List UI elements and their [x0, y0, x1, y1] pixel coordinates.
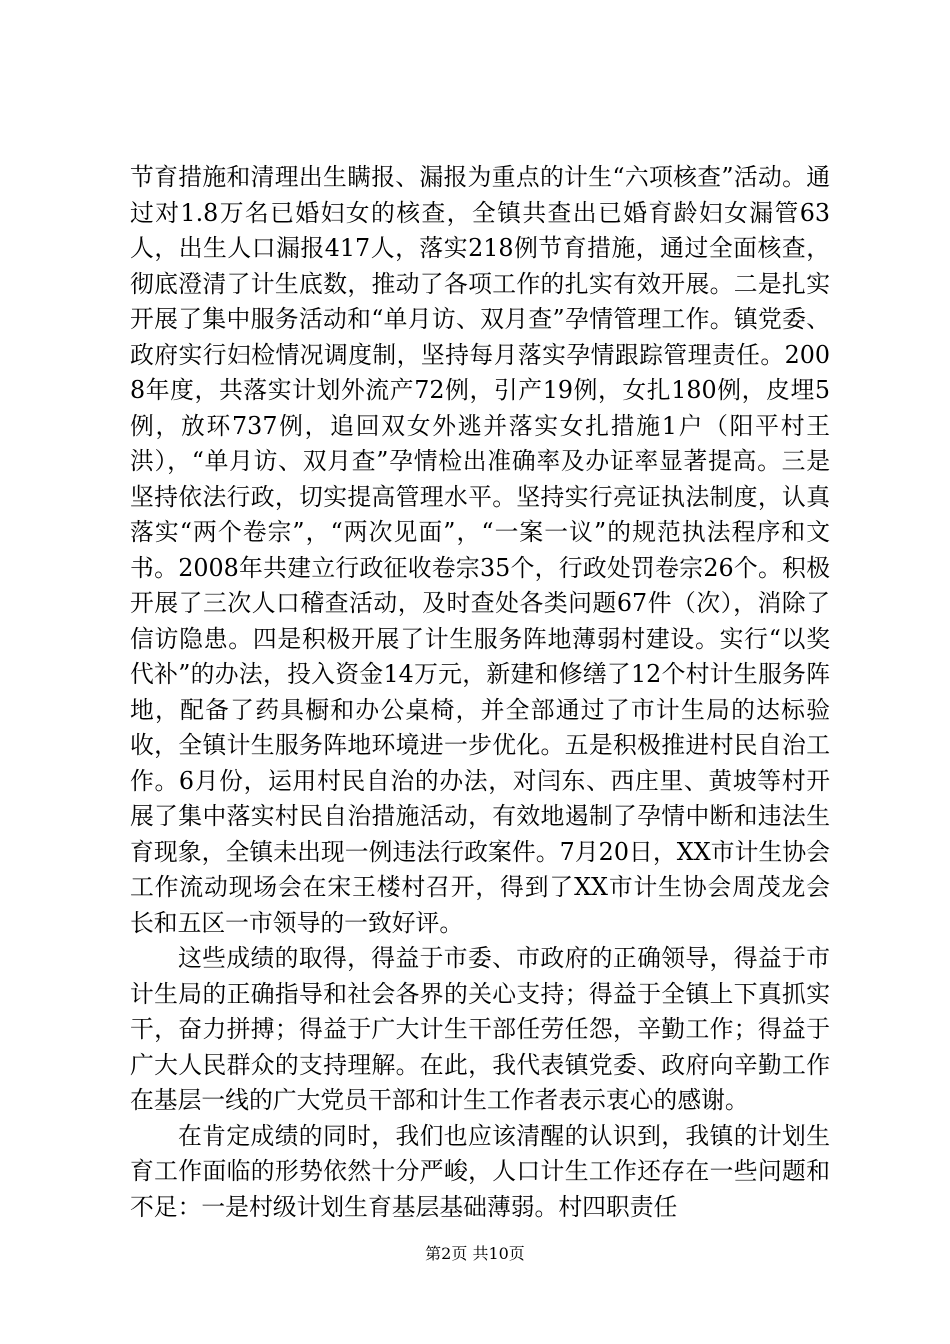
page-number-footer: 第2页 共10页 [425, 1244, 525, 1263]
paragraph-3: 在肯定成绩的同时，我们也应该清醒的认识到，我镇的计划生育工作面临的形势依然十分严峻，人口计生工作还存在一些问题和不足：一是村级计划生育基层基础薄弱。村四职责任 [130, 1121, 830, 1221]
document-body [130, 160, 830, 1225]
paragraph-2: 这些成绩的取得，得益于市委、市政府的正确领导，得益于市计生局的正确指导和社会各界的关心支持；得益于全镇上下真抓实干，奋力拼搏；得益于广大计生干部任劳任怨，辛勤工作；得益于广大人民群众的支持理解。在此，我代表镇党委、政府向辛勤工作在基层一线的广大党员干部和计生工作者表示衷心的感谢。 [130, 944, 830, 1114]
paragraph-1: 节育措施和清理出生瞒报、漏报为重点的计生“六项核查”活动。通过对1.8万名已婚妇女的核查，全镇共查出已婚育龄妇女漏管63人，出生人口漏报417人，落实218例节育措施，通过全面核查，彻底澄清了计生底数，推动了各项工作的扎实有效开展。二是扎实开展了集中服务活动和“单月访、双月查”孕情管理工作。镇党委、政府实行妇检情况调度制，坚持每月落实孕情跟踪管理责任。2008年度，共落实计划外流产72例，引产19例，女扎180例，皮埋5例，放环737例，追回双女外逃并落实女扎措施1户（阳平村王洪），“单月访、双月查”孕情检出准确率及办证率显著提高。三是坚持依法行政，切实提高管理水平。坚持实行亮证执法制度，认真落实“两个卷宗”，“两次见面”，“一案一议”的规范执法程序和文书。2008年共建立行政征收卷宗35个，行政处罚卷宗26个。积极开展了三次人口稽查活动，及时查处各类问题67件（次），消除了信访隐患。四是积极开展了计生服务阵地薄弱村建设。实行“以奖代补”的办法，投入资金14万元，新建和修缮了12个村计生服务阵地，配备了药具橱和办公桌椅，并全部通过了市计生局的达标验收，全镇计生服务阵地环境进一步优化。五是积极推进村民自治工作。6月份，运用村民自治的办法，对闫东、西庄里、黄坡等村开展了集中落实村民自治措施活动，有效地遏制了孕情中断和违法生育现象，全镇未出现一例违法行政案件。7月20日，XX市计生协会工作流动现场会在宋王楼村召开，得到了XX市计生协会周茂龙会长和五区一市领导的一致好评。 [130, 163, 830, 937]
